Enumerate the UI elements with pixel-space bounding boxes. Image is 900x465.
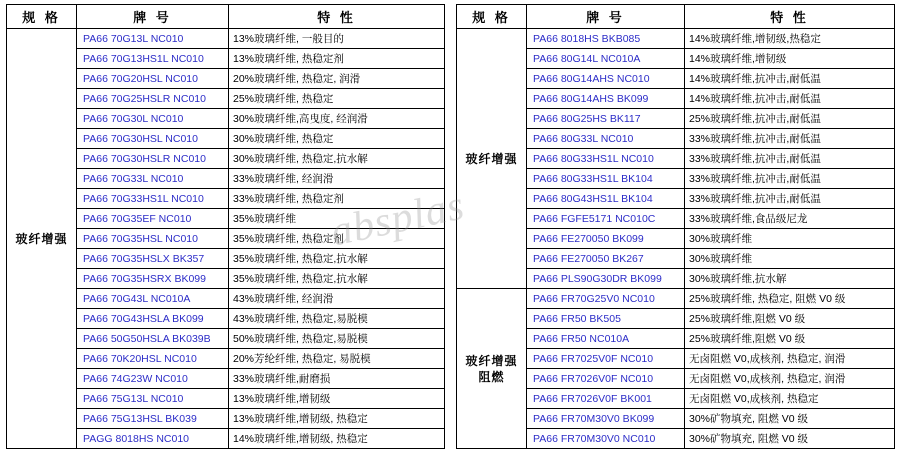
- property-cell: 43%玻璃纤维, 经润滑: [229, 289, 445, 309]
- grade-cell: PA66 74G23W NC010: [77, 369, 229, 389]
- header-row: [457, 5, 895, 29]
- property-cell: 无卤阻燃 V0,成核剂, 热稳定, 润滑: [685, 369, 895, 389]
- grade-cell: PA66 80G14AHS NC010: [527, 69, 685, 89]
- grade-cell: PA66 FR7026V0F BK001: [527, 389, 685, 409]
- property-cell: 33%玻璃纤维,抗冲击,耐低温: [685, 169, 895, 189]
- grade-cell: PA66 FGFE5171 NC010C: [527, 209, 685, 229]
- table-row: [457, 29, 895, 49]
- property-cell: 30%玻璃纤维,抗水解: [685, 269, 895, 289]
- property-cell: 35%玻璃纤维, 热稳定,抗水解: [229, 269, 445, 289]
- grade-cell: PA66 75G13HSL BK039: [77, 409, 229, 429]
- property-cell: 25%玻璃纤维,抗冲击,耐低温: [685, 109, 895, 129]
- property-cell: 33%玻璃纤维, 经润滑: [229, 169, 445, 189]
- grade-cell: PA66 FR7026V0F NC010: [527, 369, 685, 389]
- column-header-spec: 规 格: [7, 5, 77, 29]
- property-cell: 20%玻璃纤维, 热稳定, 润滑: [229, 69, 445, 89]
- grade-cell: PA66 FR50 BK505: [527, 309, 685, 329]
- grade-cell: PA66 80G33HS1L BK104: [527, 169, 685, 189]
- property-cell: 30%玻璃纤维, 热稳定,抗水解: [229, 149, 445, 169]
- grade-cell: PA66 75G13L NC010: [77, 389, 229, 409]
- property-cell: 43%玻璃纤维, 热稳定,易脱模: [229, 309, 445, 329]
- column-header-property: 特 性: [685, 5, 895, 29]
- property-cell: 30%矿物填充, 阻燃 V0 级: [685, 409, 895, 429]
- grade-cell: PAGG 8018HS NC010: [77, 429, 229, 449]
- grade-cell: PA66 80G33L NC010: [527, 129, 685, 149]
- grade-cell: PA66 70G20HSL NC010: [77, 69, 229, 89]
- property-cell: 33%玻璃纤维,抗冲击,耐低温: [685, 129, 895, 149]
- property-cell: 30%玻璃纤维: [685, 249, 895, 269]
- property-cell: 25%玻璃纤维,阻燃 V0 级: [685, 309, 895, 329]
- grade-cell: PA66 70G30HSLR NC010: [77, 149, 229, 169]
- property-cell: 25%玻璃纤维,阻燃 V0 级: [685, 329, 895, 349]
- grade-cell: PA66 70G13L NC010: [77, 29, 229, 49]
- grade-cell: PA66 70K20HSL NC010: [77, 349, 229, 369]
- property-cell: 13%玻璃纤维, 热稳定剂: [229, 49, 445, 69]
- grade-cell: PA66 8018HS BKB085: [527, 29, 685, 49]
- property-cell: 30%玻璃纤维, 热稳定: [229, 129, 445, 149]
- grade-cell: PA66 FE270050 BK099: [527, 229, 685, 249]
- property-cell: 33%玻璃纤维,耐磨损: [229, 369, 445, 389]
- grade-cell: PA66 FR70G25V0 NC010: [527, 289, 685, 309]
- grade-cell: PA66 70G35HSRX BK099: [77, 269, 229, 289]
- category-cell: 玻纤增强: [457, 29, 527, 289]
- grade-cell: PA66 70G43L NC010A: [77, 289, 229, 309]
- grade-cell: PA66 70G35EF NC010: [77, 209, 229, 229]
- materials-table-left: [6, 4, 445, 449]
- category-cell: 玻纤增强: [7, 29, 77, 449]
- watermark-text: absplas: [326, 182, 469, 256]
- grade-cell: PA66 FR70M30V0 BK099: [527, 409, 685, 429]
- property-cell: 13%玻璃纤维,增韧级: [229, 389, 445, 409]
- grade-cell: PA66 FR70M30V0 NC010: [527, 429, 685, 449]
- property-cell: 13%玻璃纤维, 一般目的: [229, 29, 445, 49]
- table-body-left: [7, 29, 445, 449]
- grade-cell: PA66 80G33HS1L NC010: [527, 149, 685, 169]
- grade-cell: PA66 70G25HSLR NC010: [77, 89, 229, 109]
- property-cell: 50%玻璃纤维, 热稳定,易脱模: [229, 329, 445, 349]
- property-cell: 无卤阻燃 V0,成核剂, 热稳定, 润滑: [685, 349, 895, 369]
- grade-cell: PA66 FR50 NC010A: [527, 329, 685, 349]
- right-table-container: [450, 0, 900, 465]
- grade-cell: PA66 80G43HS1L BK104: [527, 189, 685, 209]
- grade-cell: PA66 70G30HSL NC010: [77, 129, 229, 149]
- grade-cell: PA66 70G33HS1L NC010: [77, 189, 229, 209]
- property-cell: 25%玻璃纤维, 热稳定: [229, 89, 445, 109]
- grade-cell: PA66 70G35HSLX BK357: [77, 249, 229, 269]
- property-cell: 33%玻璃纤维,抗冲击,耐低温: [685, 149, 895, 169]
- table-row: [7, 29, 445, 49]
- table-body-right: [457, 29, 895, 449]
- grade-cell: PA66 70G13HS1L NC010: [77, 49, 229, 69]
- property-cell: 33%玻璃纤维,抗冲击,耐低温: [685, 189, 895, 209]
- column-header-grade: 牌 号: [77, 5, 229, 29]
- materials-table-right: [456, 4, 895, 449]
- property-cell: 30%矿物填充, 阻燃 V0 级: [685, 429, 895, 449]
- property-cell: 25%玻璃纤维, 热稳定, 阻燃 V0 级: [685, 289, 895, 309]
- property-cell: 30%玻璃纤维: [685, 229, 895, 249]
- grade-cell: PA66 70G33L NC010: [77, 169, 229, 189]
- property-cell: 33%玻璃纤维,食品级尼龙: [685, 209, 895, 229]
- grade-cell: PA66 80G25HS BK117: [527, 109, 685, 129]
- table-row: [457, 289, 895, 309]
- grade-cell: PA66 FR7025V0F NC010: [527, 349, 685, 369]
- column-header-spec: 规 格: [457, 5, 527, 29]
- grade-cell: PA66 70G35HSL NC010: [77, 229, 229, 249]
- property-cell: 30%玻璃纤维,高曳度, 经润滑: [229, 109, 445, 129]
- column-header-grade: 牌 号: [527, 5, 685, 29]
- property-cell: 35%玻璃纤维: [229, 209, 445, 229]
- grade-cell: PA66 80G14L NC010A: [527, 49, 685, 69]
- property-cell: 33%玻璃纤维, 热稳定剂: [229, 189, 445, 209]
- property-cell: 35%玻璃纤维, 热稳定剂: [229, 229, 445, 249]
- property-cell: 35%玻璃纤维, 热稳定,抗水解: [229, 249, 445, 269]
- grade-cell: PA66 70G43HSLA BK099: [77, 309, 229, 329]
- property-cell: 14%玻璃纤维,增韧级,热稳定: [685, 29, 895, 49]
- property-cell: 14%玻璃纤维,抗冲击,耐低温: [685, 69, 895, 89]
- property-cell: 14%玻璃纤维,增韧级, 热稳定: [229, 429, 445, 449]
- grade-cell: PA66 80G14AHS BK099: [527, 89, 685, 109]
- table-header-right: [457, 5, 895, 29]
- property-cell: 20%芳纶纤维, 热稳定, 易脱模: [229, 349, 445, 369]
- property-cell: 14%玻璃纤维,增韧级: [685, 49, 895, 69]
- header-row: [7, 5, 445, 29]
- grade-cell: PA66 70G30L NC010: [77, 109, 229, 129]
- grade-cell: PA66 FE270050 BK267: [527, 249, 685, 269]
- table-header-left: [7, 5, 445, 29]
- category-cell: 玻纤增强 阻燃: [457, 289, 527, 449]
- grade-cell: PA66 PLS90G30DR BK099: [527, 269, 685, 289]
- column-header-property: 特 性: [229, 5, 445, 29]
- grade-cell: PA66 50G50HSLA BK039B: [77, 329, 229, 349]
- property-cell: 14%玻璃纤维,抗冲击,耐低温: [685, 89, 895, 109]
- property-cell: 13%玻璃纤维,增韧级, 热稳定: [229, 409, 445, 429]
- property-cell: 无卤阻燃 V0,成核剂, 热稳定: [685, 389, 895, 409]
